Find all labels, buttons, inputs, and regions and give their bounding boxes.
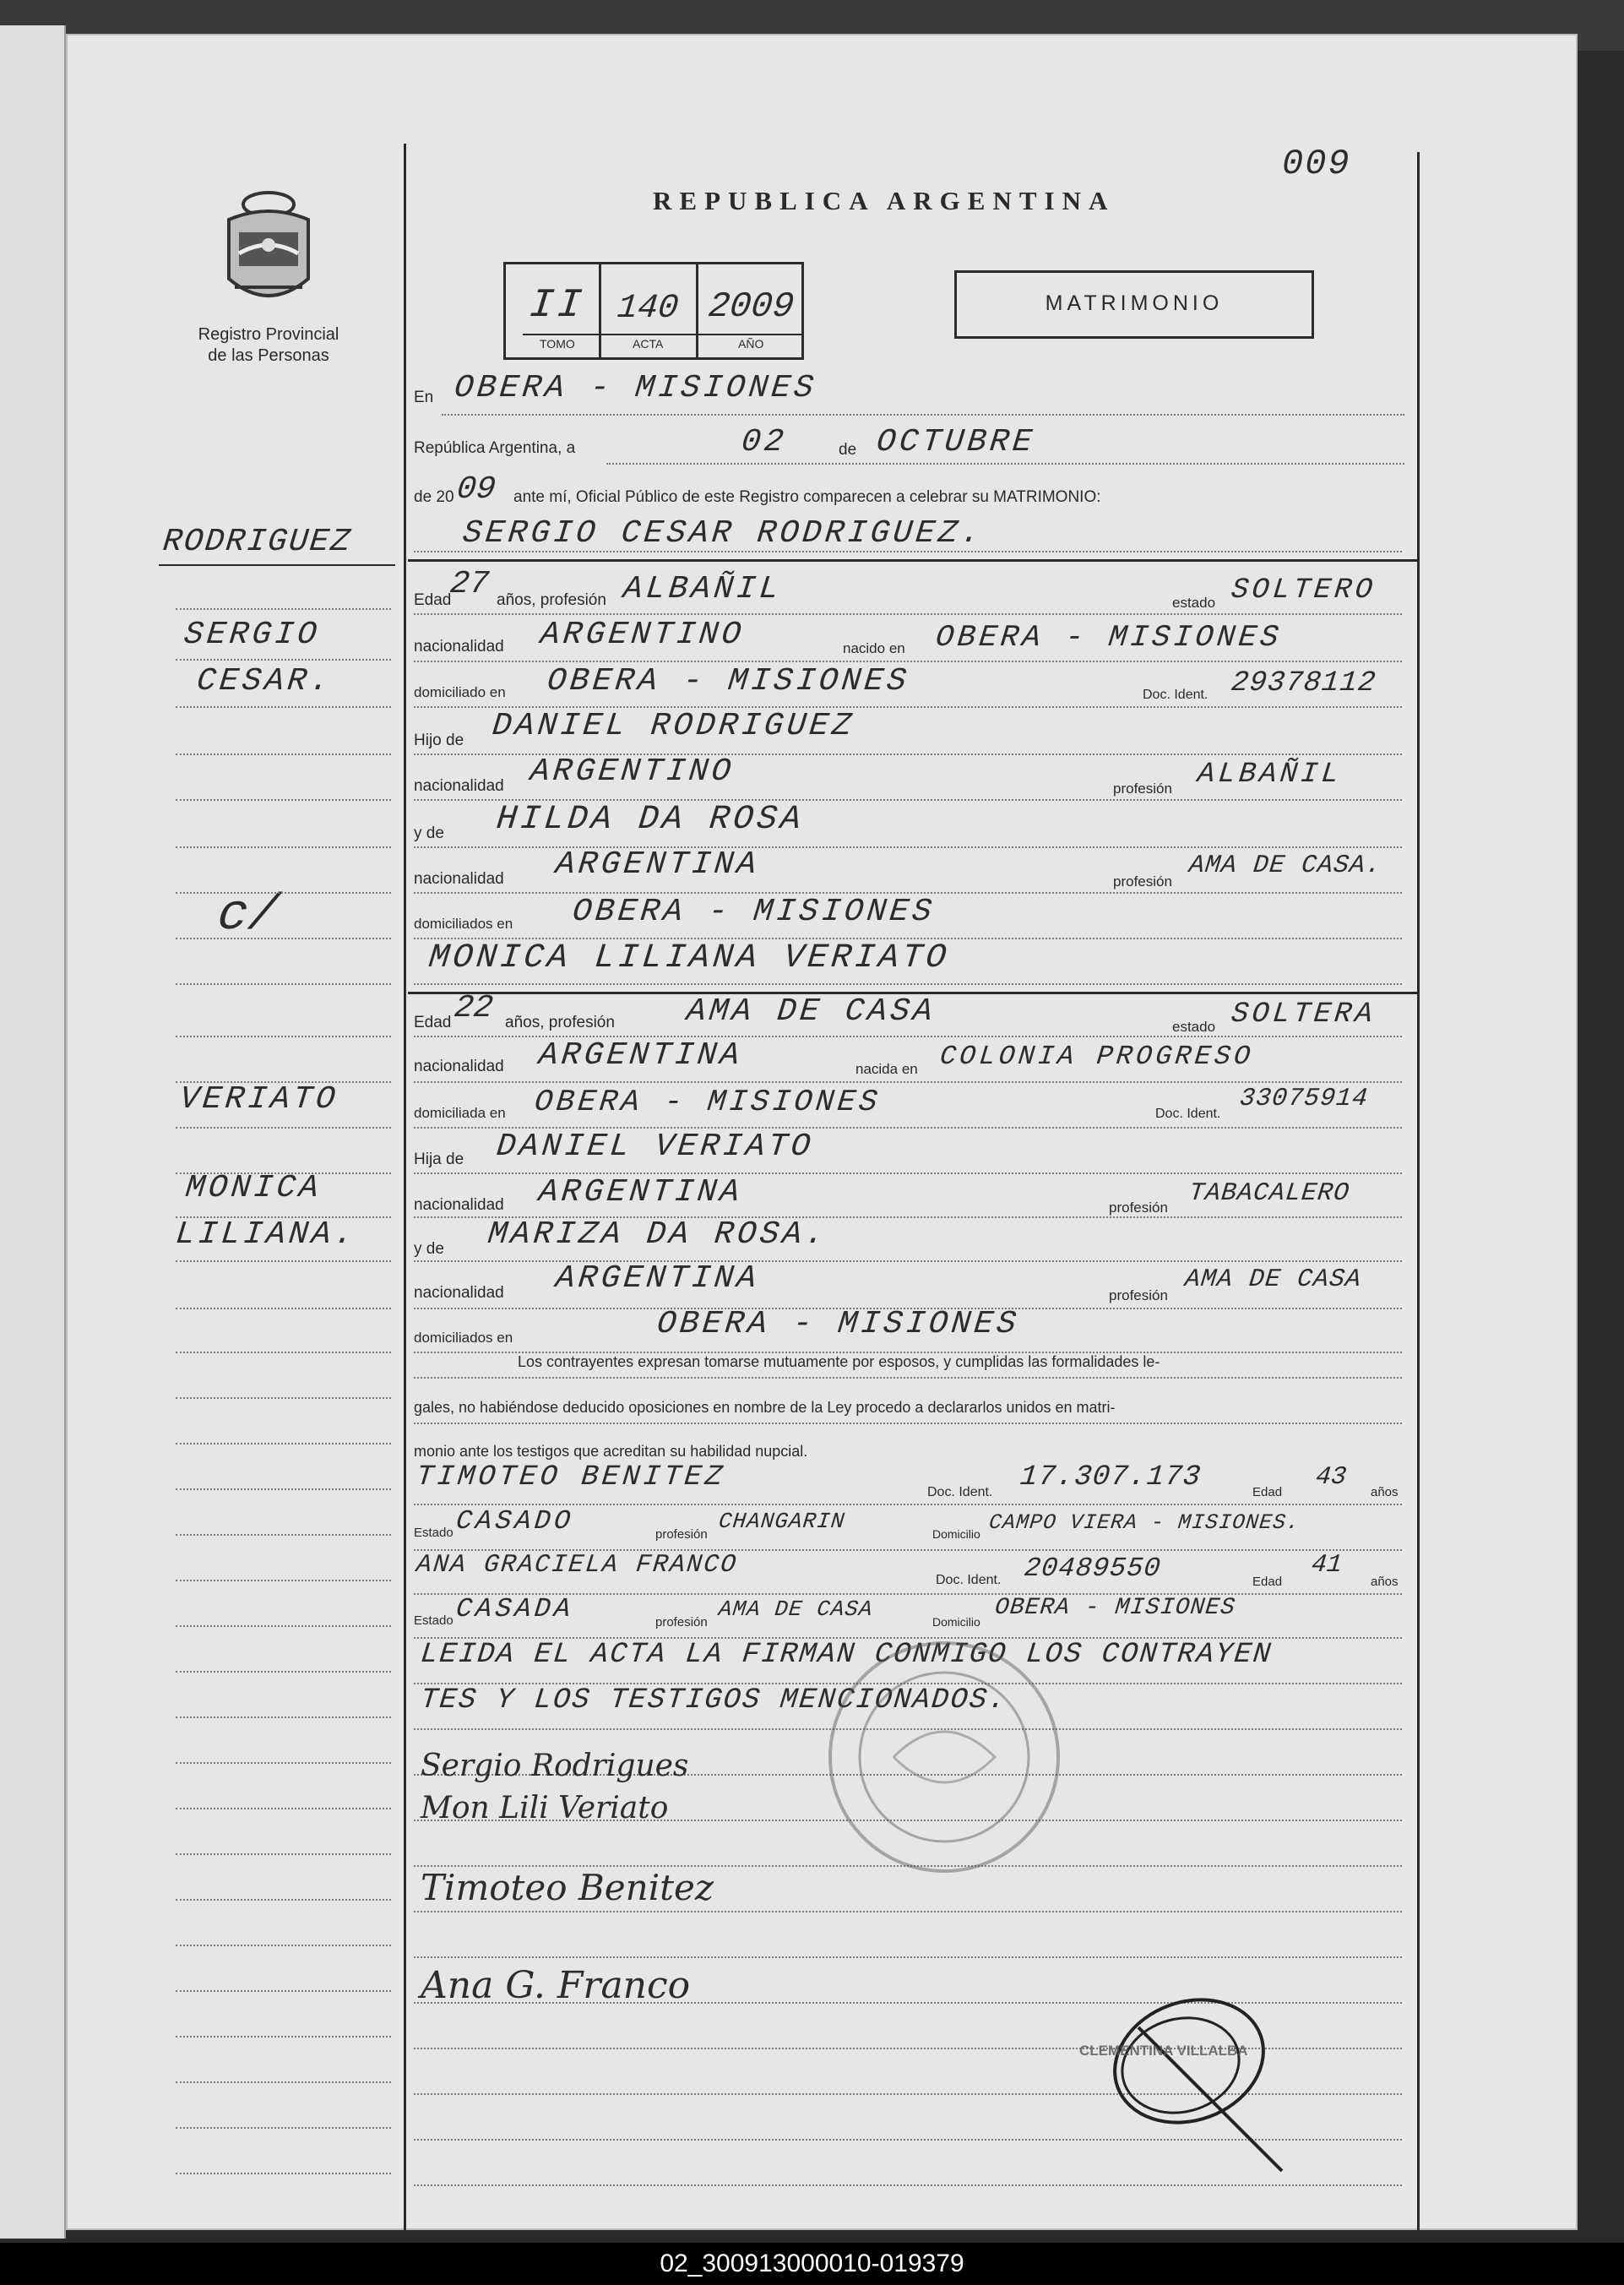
h-padre: DANIEL RODRIGUEZ xyxy=(490,708,857,744)
h-padres-domicilio: OBERA - MISIONES xyxy=(570,894,937,930)
witness2-edad-label: Edad xyxy=(1252,1575,1283,1589)
adjacent-page-edge xyxy=(0,25,66,2239)
margin-rule-26 xyxy=(176,1762,391,1764)
rule-e xyxy=(414,1956,1402,1958)
left-column-rule xyxy=(404,144,406,2239)
intro-text: ante mí, Oficial Público de este Registro comparecen a celebrar su MATRIMONIO: xyxy=(513,488,1101,506)
h-padre-prof-label: profesión xyxy=(1113,781,1172,797)
margin-rule-30 xyxy=(176,1945,391,1946)
rule-d xyxy=(414,1911,1402,1912)
h-domiciliado-label: domiciliado en xyxy=(414,684,506,700)
margin-rule-16 xyxy=(176,1308,391,1309)
w-nacionalidad-label: nacionalidad xyxy=(414,1058,504,1075)
w-nacida-label: nacida en xyxy=(855,1061,918,1077)
registry-name-line2: de las Personas xyxy=(208,346,329,365)
margin-rule-35 xyxy=(176,2173,391,2174)
country-heading: REPUBLICA ARGENTINA xyxy=(653,186,1116,215)
w-line-2 xyxy=(414,1081,1402,1083)
de-label: de xyxy=(839,441,857,459)
h-padre-nac-label: nacionalidad xyxy=(414,777,504,795)
margin-rule-17 xyxy=(176,1352,391,1353)
h-nacionalidad: ARGENTINO xyxy=(538,617,747,653)
margin-wife-name2: LILIANA. xyxy=(173,1216,359,1253)
w-doc-label: Doc. Ident. xyxy=(1155,1107,1221,1121)
acta-value: 140 xyxy=(615,290,681,328)
h-estado-label: estado xyxy=(1172,595,1216,611)
tomo-label: TOMO xyxy=(540,337,575,351)
w-nacida: COLONIA PROGRESO xyxy=(938,1041,1256,1072)
margin-wife-name1: MONICA xyxy=(183,1170,324,1206)
w-madre-prof: AMA DE CASA xyxy=(1183,1265,1363,1294)
margin-rule-3 xyxy=(176,706,391,708)
h-profesion-label: años, profesión xyxy=(497,591,606,609)
h-madre-nac: ARGENTINA xyxy=(553,846,762,883)
w-estado: SOLTERA xyxy=(1230,998,1377,1031)
w-madre-nac: ARGENTINA xyxy=(553,1260,762,1297)
margin-rule-28 xyxy=(176,1853,391,1855)
margin-rule-23 xyxy=(176,1625,391,1627)
margin-rule-12 xyxy=(176,1127,391,1129)
h-padre-prof: ALBAÑIL xyxy=(1196,759,1344,791)
decl-line-2 xyxy=(414,1423,1402,1424)
husband-section-rule xyxy=(408,559,1417,562)
witness2-estado: CASADA xyxy=(454,1593,576,1624)
h-domiciliados-label: domiciliados en xyxy=(414,916,513,932)
w-padre-prof-label: profesión xyxy=(1109,1200,1168,1216)
witness2-dom-label: Domicilio xyxy=(932,1615,980,1629)
margin-rule-22 xyxy=(176,1580,391,1581)
w-profesion: AMA DE CASA xyxy=(684,993,938,1030)
box-divider-2 xyxy=(696,264,698,357)
margin-rule-18 xyxy=(176,1397,391,1399)
margin-rule-11 xyxy=(176,1081,391,1083)
witness1-doc-label: Doc. Ident. xyxy=(927,1485,993,1499)
w-padres-domicilio: OBERA - MISIONES xyxy=(654,1306,1022,1342)
right-column-rule xyxy=(1417,152,1420,2239)
margin-rule-14 xyxy=(176,1216,391,1218)
witness2-domicilio: OBERA - MISIONES xyxy=(993,1595,1237,1621)
w-padre: DANIEL VERIATO xyxy=(494,1129,816,1165)
witness1-estado-label: Estado xyxy=(414,1526,454,1540)
h-estado: SOLTERO xyxy=(1230,574,1377,607)
witness2-doc: 20489550 xyxy=(1023,1553,1163,1584)
w-domicilio: OBERA - MISIONES xyxy=(532,1085,883,1119)
witness2-prof-label: profesión xyxy=(655,1615,708,1629)
witness2-profesion: AMA DE CASA xyxy=(717,1597,875,1622)
witness1-estado: CASADO xyxy=(454,1505,576,1537)
place-line xyxy=(442,414,1404,416)
wife-full-name: MONICA LILIANA VERIATO xyxy=(426,939,952,977)
box-label-rule xyxy=(523,334,801,335)
w-madre-nac-label: nacionalidad xyxy=(414,1284,504,1302)
official-stamp: CLEMENTINA VILLALBA xyxy=(1079,2043,1248,2059)
w-domiciliados-label: domiciliados en xyxy=(414,1330,513,1346)
h-nacido-label: nacido en xyxy=(843,640,905,656)
witness1-edad-label: Edad xyxy=(1252,1485,1283,1499)
w-yde-label: y de xyxy=(414,1240,444,1258)
wife-name-line xyxy=(414,983,1402,985)
act-type: MATRIMONIO xyxy=(1045,291,1224,315)
w-hija-label: Hija de xyxy=(414,1151,464,1168)
declaration-line2: gales, no habiéndose deducido oposiciones en nombre de la Ley procedo a declararlos unidos en matri- xyxy=(414,1399,1116,1416)
w-madre: MARIZA DA ROSA. xyxy=(486,1216,830,1253)
h-doc-label: Doc. Ident. xyxy=(1143,688,1208,702)
signature-witness2: Ana G. Franco xyxy=(421,1964,691,2007)
h-nacionalidad-label: nacionalidad xyxy=(414,638,504,656)
month: OCTUBRE xyxy=(874,424,1037,460)
margin-rule-32 xyxy=(176,2036,391,2037)
act-type-box xyxy=(954,270,1314,339)
margin-rule-9 xyxy=(176,983,391,985)
margin-husband-name1: SERGIO xyxy=(182,617,323,653)
anio-label: AÑO xyxy=(738,337,764,351)
margin-rule-8 xyxy=(176,938,391,939)
tomo-acta-anio-box xyxy=(503,262,804,360)
margin-rule-29 xyxy=(176,1899,391,1901)
margin-rule-7 xyxy=(176,892,391,894)
witness1-anos-label: años xyxy=(1371,1485,1399,1499)
h-edad-label: Edad xyxy=(414,591,452,609)
witness1-doc: 17.307.173 xyxy=(1018,1461,1203,1493)
margin-rule-27 xyxy=(176,1808,391,1809)
h-madre-nac-label: nacionalidad xyxy=(414,870,504,888)
w-doc: 33075914 xyxy=(1238,1085,1370,1113)
h-doc: 29378112 xyxy=(1230,667,1378,699)
witness1-edad: 43 xyxy=(1314,1463,1348,1492)
witness2-estado-label: Estado xyxy=(414,1613,454,1628)
h-profesion: ALBAÑIL xyxy=(621,571,784,607)
w-padre-nac: ARGENTINA xyxy=(536,1174,745,1211)
witness1-prof-label: profesión xyxy=(655,1527,708,1542)
acta-label: ACTA xyxy=(633,337,664,351)
date-line xyxy=(606,463,1404,465)
closing-line1: LEIDA EL ACTA LA FIRMAN CONMIGO LOS CONTRAYEN xyxy=(419,1639,1274,1671)
margin-rule-34 xyxy=(176,2127,391,2129)
box-divider-1 xyxy=(599,264,601,357)
margin-husband-surname: RODRIGUEZ xyxy=(160,524,354,560)
decl-line-1 xyxy=(414,1377,1402,1379)
witness2-edad: 41 xyxy=(1310,1551,1344,1580)
official-signature-loop xyxy=(1088,1977,1307,2196)
margin-rule-6 xyxy=(176,846,391,848)
signature-wife: Mon Lili Veriato xyxy=(421,1791,669,1825)
h-edad: 27 xyxy=(448,566,491,602)
year-prefix: de 20 xyxy=(414,488,454,506)
witness2-name: ANA GRACIELA FRANCO xyxy=(415,1551,739,1580)
w-padre-nac-label: nacionalidad xyxy=(414,1196,504,1214)
margin-rule-5 xyxy=(176,799,391,801)
declaration-line1: Los contrayentes expresan tomarse mutuamente por esposos, y cumplidas las formalidades le- xyxy=(518,1353,1160,1370)
margin-rule-10 xyxy=(176,1036,391,1037)
margin-surname-underline xyxy=(159,564,395,566)
h-padre-nac: ARGENTINO xyxy=(528,754,736,790)
closing-line2: TES Y LOS TESTIGOS MENCIONADOS. xyxy=(419,1684,1009,1716)
h-madre-prof-label: profesión xyxy=(1113,873,1172,890)
margin-rule-33 xyxy=(176,2081,391,2083)
margin-wife-surname: VERIATO xyxy=(177,1081,340,1118)
margin-rule-31 xyxy=(176,1990,391,1992)
margin-rule-25 xyxy=(176,1716,391,1718)
en-label: En xyxy=(414,389,434,406)
witness1-domicilio: CAMPO VIERA - MISIONES. xyxy=(987,1510,1301,1535)
w-padre-prof: TABACALERO xyxy=(1187,1179,1351,1208)
day: 02 xyxy=(739,424,789,460)
registry-seal-stamp xyxy=(817,1630,1071,1884)
register-page xyxy=(66,34,1578,2230)
h-hijo-label: Hijo de xyxy=(414,732,464,749)
anio-value: 2009 xyxy=(706,286,796,327)
h-madre: HILDA DA ROSA xyxy=(494,801,807,839)
w-edad: 22 xyxy=(452,990,495,1026)
registry-name-line1: Registro Provincial xyxy=(198,325,339,344)
witness1-name: TIMOTEO BENITEZ xyxy=(415,1461,728,1493)
witness1-dom-label: Domicilio xyxy=(932,1527,980,1541)
witness1-profesion: CHANGARIN xyxy=(717,1509,847,1534)
margin-rule-4 xyxy=(176,754,391,755)
margin-connector: c/ xyxy=(215,887,282,944)
w-profesion-label: años, profesión xyxy=(505,1014,615,1031)
margin-rule-19 xyxy=(176,1443,391,1444)
w-estado-label: estado xyxy=(1172,1019,1216,1035)
margin-rule-24 xyxy=(176,1671,391,1673)
w-nacionalidad: ARGENTINA xyxy=(536,1037,745,1074)
witness2-anos-label: años xyxy=(1371,1575,1399,1589)
place: OBERA - MISIONES xyxy=(452,370,819,406)
margin-husband-name2: CESAR. xyxy=(194,663,335,699)
h-nacido: OBERA - MISIONES xyxy=(933,620,1284,655)
margin-rule-1 xyxy=(176,608,391,610)
signature-witness1: Timoteo Benitez xyxy=(421,1867,714,1908)
h-domicilio: OBERA - MISIONES xyxy=(545,663,912,699)
provincial-crest-icon xyxy=(214,186,323,313)
h-line-2 xyxy=(414,661,1402,662)
h-yde-label: y de xyxy=(414,824,444,842)
scan-filename: 02_300913000010-019379 xyxy=(0,2243,1624,2285)
margin-rule-2 xyxy=(176,659,391,661)
margin-rule-13 xyxy=(176,1172,391,1174)
w-edad-label: Edad xyxy=(414,1014,452,1031)
year-suffix: 09 xyxy=(454,471,497,508)
margin-rule-15 xyxy=(176,1260,391,1262)
declaration-line3: monio ante los testigos que acreditan su habilidad nupcial. xyxy=(414,1443,808,1460)
h-madre-prof: AMA DE CASA. xyxy=(1187,851,1383,880)
husband-full-name: SERGIO CESAR RODRIGUEZ. xyxy=(460,515,986,552)
w-madre-prof-label: profesión xyxy=(1109,1287,1168,1303)
margin-rule-20 xyxy=(176,1488,391,1490)
margin-rule-21 xyxy=(176,1534,391,1536)
page-number: 009 xyxy=(1282,144,1351,184)
tomo-value: II xyxy=(527,283,588,329)
w-domiciliada-label: domiciliada en xyxy=(414,1105,506,1121)
husband-name-line xyxy=(414,551,1402,552)
republica-label: República Argentina, a xyxy=(414,439,576,457)
h-line-1 xyxy=(414,613,1402,615)
witness2-doc-label: Doc. Ident. xyxy=(936,1573,1002,1587)
signature-husband: Sergio Rodrigues xyxy=(421,1749,689,1783)
